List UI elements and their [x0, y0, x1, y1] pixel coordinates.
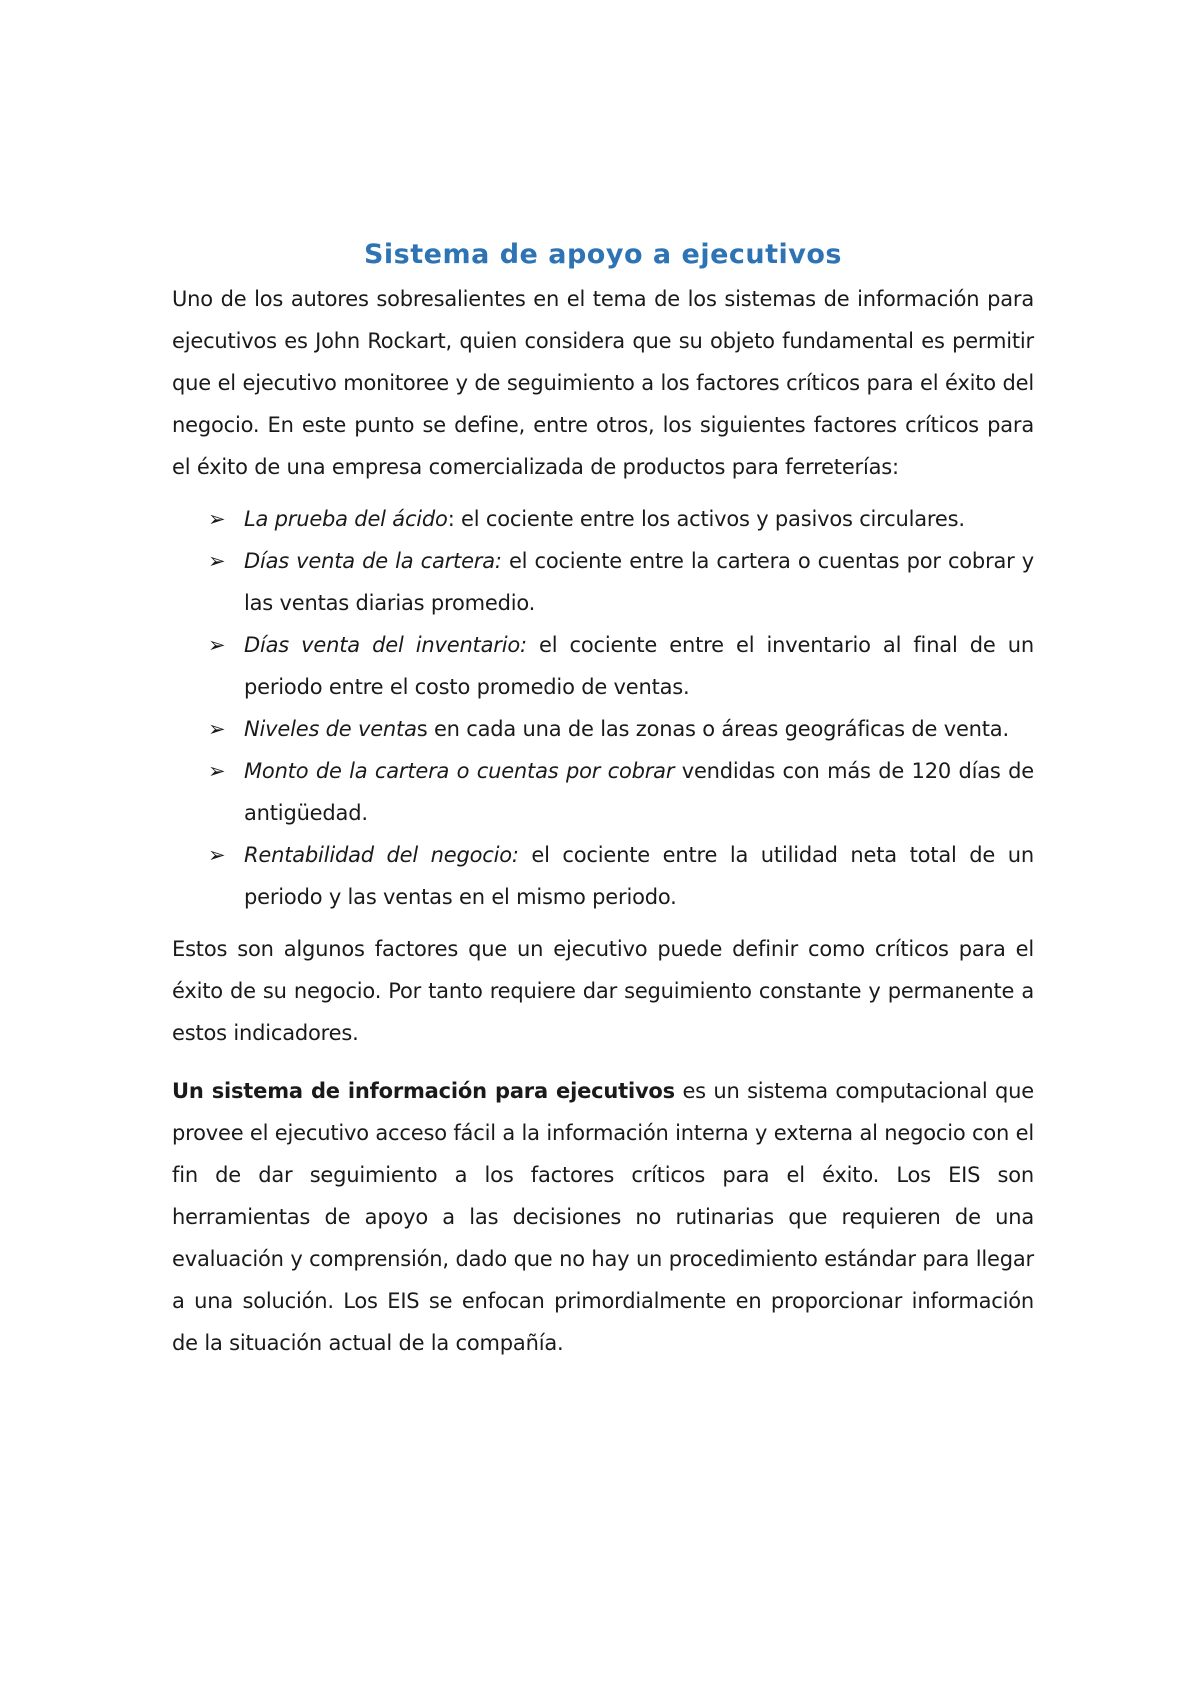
document-page [172, 236, 1034, 1364]
list-item [172, 498, 1034, 540]
list-item-term: Rentabilidad del negocio: [244, 843, 519, 867]
list-item [172, 834, 1034, 918]
document-title: Sistema de apoyo a ejecutivos [363, 239, 843, 270]
list-item [172, 750, 1034, 834]
eis-definition-term: Un sistema de información para ejecutivos [172, 1079, 675, 1103]
list-item-term: Monto de la cartera o cuentas por cobrar [244, 759, 675, 783]
arrow-bullet-icon: ➢ [208, 549, 226, 573]
list-item [172, 708, 1034, 750]
arrow-bullet-icon: ➢ [208, 843, 226, 867]
list-item-text: el cociente entre la cartera o cuentas por cobrar y las ventas diarias promedio. [244, 549, 1034, 615]
list-item [172, 540, 1034, 624]
eis-definition-paragraph [172, 1070, 1034, 1364]
summary-paragraph: Estos son algunos factores que un ejecutivo puede definir como críticos para el éxito de su negocio. Por tanto requiere dar seguimiento constante y permanente a estos indicadores. [172, 937, 1034, 1045]
list-item-term: Días venta del inventario: [244, 633, 527, 657]
arrow-bullet-icon: ➢ [208, 759, 226, 783]
list-item-term: La prueba del ácido [244, 507, 448, 531]
arrow-bullet-icon: ➢ [208, 717, 226, 741]
list-item-term: Días venta de la cartera: [244, 549, 502, 573]
list-item-text: vendidas con más de 120 días de antigüedad. [244, 759, 1034, 825]
intro-paragraph: Uno de los autores sobresalientes en el tema de los sistemas de información para ejecutivos es John Rockart, quien considera que su objeto fundamental es permitir que el ejecutivo monitoree y de seguimiento a los factores críticos para el éxito del negocio. En este punto se define, entre otros, los siguientes factores críticos para el éxito de una empresa comercializada de productos para ferreterías: [172, 287, 1034, 479]
list-item-text: el cociente entre el inventario al final de un periodo entre el costo promedio de ventas. [244, 633, 1035, 699]
arrow-bullet-icon: ➢ [208, 633, 226, 657]
arrow-bullet-icon: ➢ [208, 507, 226, 531]
list-item-term: Niveles de venta [244, 717, 417, 741]
eis-definition-text: es un sistema computacional que provee el ejecutivo acceso fácil a la información interna y externa al negocio con el fin de dar seguimiento a los factores críticos para el éxito. Los EIS son herramientas de apoyo a las decisiones no rutinarias que requieren de una evaluación y comprensión, dado que no hay un procedimiento estándar para llegar a una solución. Los EIS se enfocan primordialmente en proporcionar información de la situación actual de la compañía. [172, 1079, 1034, 1355]
list-item-text: s en cada una de las zonas o áreas geográficas de venta. [416, 717, 1009, 741]
list-item-text: el cociente entre la utilidad neta total de un periodo y las ventas en el mismo periodo. [244, 843, 1034, 909]
list-item [172, 624, 1034, 708]
list-item-text: : el cociente entre los activos y pasivos circulares. [447, 507, 965, 531]
critical-factors-list [172, 498, 1034, 918]
